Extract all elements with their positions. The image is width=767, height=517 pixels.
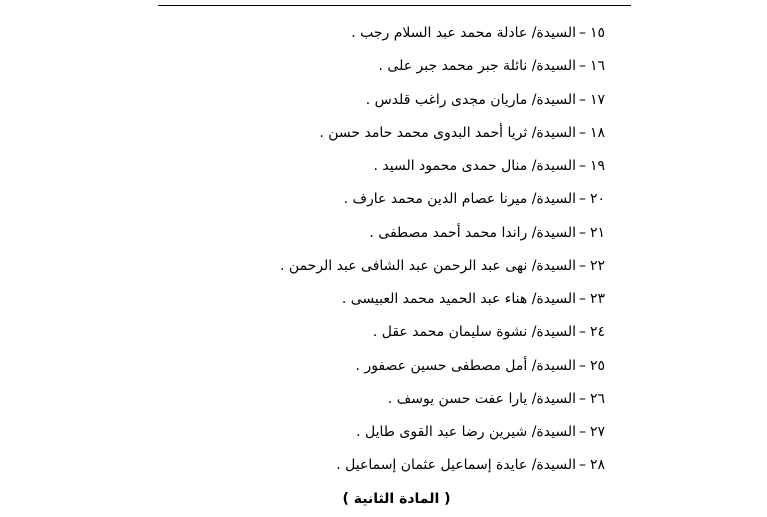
item-name: منال حمدى محمود السيد . bbox=[373, 158, 528, 174]
item-number: ٢٥ bbox=[589, 357, 605, 374]
item-number: ١٩ bbox=[589, 158, 605, 174]
list-item: ٢١–السيدة/ راندا محمد أحمد مصطفى . bbox=[158, 217, 605, 250]
list-item: ١٦–السيدة/ نائلة جبر محمد جبر على . bbox=[158, 50, 605, 83]
list-item: ٢٨–السيدة/ عايدة إسماعيل عثمان إسماعيل . bbox=[158, 449, 605, 482]
item-title: السيدة/ bbox=[531, 124, 576, 141]
item-name: شيرين رضا عبد القوى طايل . bbox=[356, 424, 528, 440]
names-list bbox=[158, 17, 605, 483]
list-item: ٢٢–السيدة/ نهى عبد الرحمن عبد الشافى عبد الرحمن . bbox=[158, 250, 605, 283]
item-number: ٢٠ bbox=[589, 191, 605, 208]
article-heading: ( المادة الثانية ) bbox=[342, 491, 451, 507]
item-number: ١٧ bbox=[589, 91, 605, 108]
item-title: السيدة/ bbox=[531, 257, 576, 274]
top-divider bbox=[158, 5, 631, 6]
item-name: يارا عفت حسن يوسف . bbox=[387, 390, 528, 407]
item-number: ١٥ bbox=[589, 25, 605, 41]
list-item: ٢٤–السيدة/ نشوة سليمان محمد عقل . bbox=[158, 316, 605, 349]
list-item: ٢٦–السيدة/ يارا عفت حسن يوسف . bbox=[158, 383, 605, 416]
item-title: السيدة/ bbox=[531, 58, 576, 75]
item-title: السيدة/ bbox=[531, 390, 576, 407]
list-item: ٢٧–السيدة/ شيرين رضا عبد القوى طايل . bbox=[158, 416, 605, 449]
item-name: هناء عبد الحميد محمد العبيسى . bbox=[341, 291, 528, 307]
item-title: السيدة/ bbox=[531, 424, 576, 440]
list-item: ٢٣–السيدة/ هناء عبد الحميد محمد العبيسى . bbox=[158, 283, 605, 316]
item-number: ٢٤ bbox=[589, 324, 605, 341]
item-number: ٢٢ bbox=[589, 257, 605, 274]
item-name: عايدة إسماعيل عثمان إسماعيل . bbox=[336, 457, 528, 474]
item-title: السيدة/ bbox=[531, 158, 576, 174]
item-title: السيدة/ bbox=[531, 91, 576, 108]
item-title: السيدة/ bbox=[531, 324, 576, 341]
item-title: السيدة/ bbox=[531, 191, 576, 208]
item-number: ٢١ bbox=[589, 224, 605, 241]
list-item: ١٨–السيدة/ ثريا أحمد البدوى محمد حامد حسن . bbox=[158, 117, 605, 150]
item-number: ٢٣ bbox=[589, 291, 605, 307]
item-number: ٢٨ bbox=[589, 457, 605, 474]
list-item: ١٥–السيدة/ عادلة محمد عبد السلام رجب . bbox=[158, 17, 605, 50]
item-number: ٢٧ bbox=[589, 424, 605, 440]
item-number: ١٦ bbox=[589, 58, 605, 75]
item-number: ٢٦ bbox=[589, 390, 605, 407]
item-name: نشوة سليمان محمد عقل . bbox=[372, 324, 528, 341]
list-item: ٢٥–السيدة/ أمل مصطفى حسين عصفور . bbox=[158, 350, 605, 383]
list-item: ٢٠–السيدة/ ميرنا عصام الدين محمد عارف . bbox=[158, 183, 605, 216]
item-number: ١٨ bbox=[589, 124, 605, 141]
item-name: أمل مصطفى حسين عصفور . bbox=[355, 357, 528, 374]
item-title: السيدة/ bbox=[531, 457, 576, 474]
item-name: نائلة جبر محمد جبر على . bbox=[378, 58, 528, 75]
item-title: السيدة/ bbox=[531, 357, 576, 374]
item-title: السيدة/ bbox=[531, 25, 576, 41]
item-title: السيدة/ bbox=[531, 224, 576, 241]
list-item: ١٧–السيدة/ ماريان مجدى راغب قلدس . bbox=[158, 84, 605, 117]
item-name: راندا محمد أحمد مصطفى . bbox=[369, 224, 528, 241]
item-title: السيدة/ bbox=[531, 291, 576, 307]
item-name: عادلة محمد عبد السلام رجب . bbox=[351, 25, 528, 41]
item-name: ماريان مجدى راغب قلدس . bbox=[365, 91, 528, 108]
list-item: ١٩–السيدة/ منال حمدى محمود السيد . bbox=[158, 150, 605, 183]
item-name: ثريا أحمد البدوى محمد حامد حسن . bbox=[319, 124, 528, 141]
item-name: نهى عبد الرحمن عبد الشافى عبد الرحمن . bbox=[280, 257, 528, 274]
item-name: ميرنا عصام الدين محمد عارف . bbox=[343, 191, 528, 208]
